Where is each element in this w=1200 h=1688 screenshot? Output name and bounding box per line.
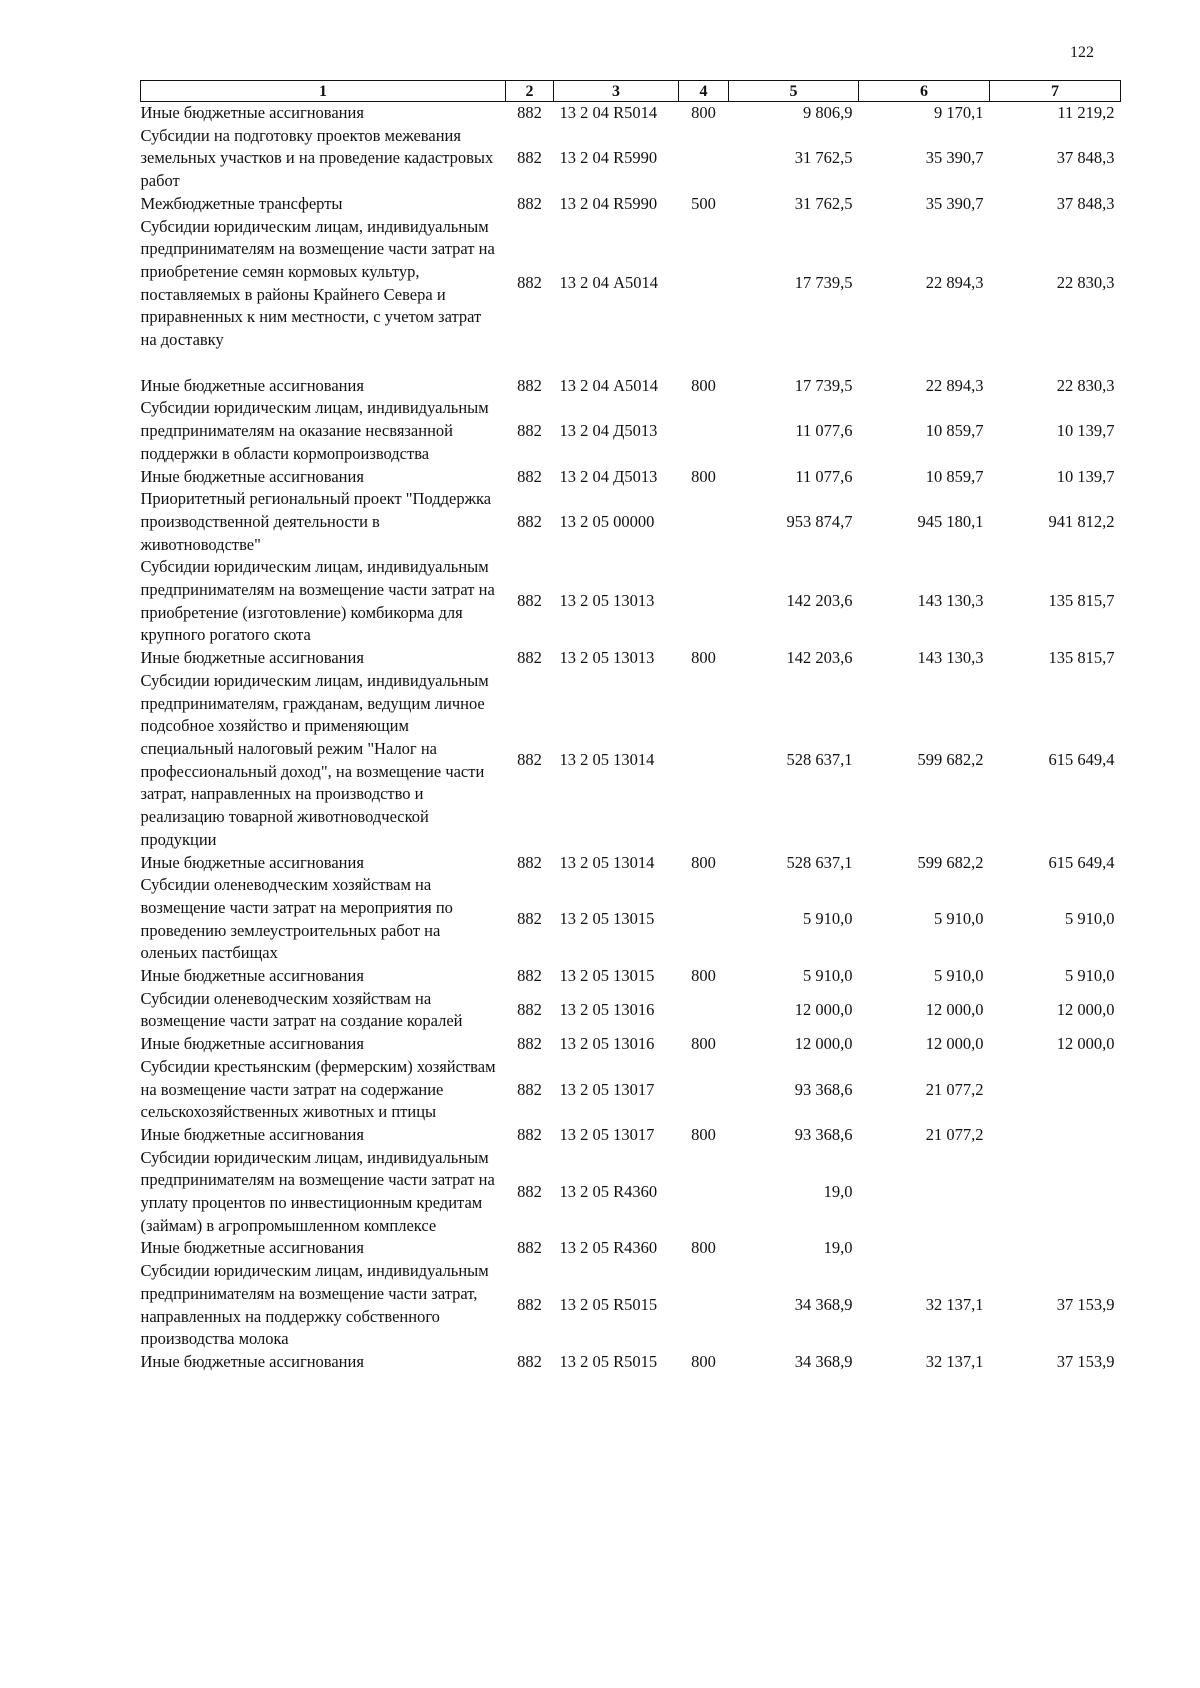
table-row [141,874,1121,965]
amount-col-5: 12 000,0 [794,1034,853,1054]
amount-col-6: 5 910,0 [934,909,984,929]
table-body [141,102,1121,1374]
header-col-1: 1 [141,81,506,102]
item-name: Иные бюджетные ассигнования [140,1238,364,1258]
item-name: Иные бюджетные ассигнования [140,1351,364,1371]
target-article-code: 13 2 05 R5015 [559,1351,658,1371]
table-row [141,852,1121,875]
admin-code: 882 [517,375,542,395]
table-row [141,488,1121,556]
expense-type-code [679,1056,729,1124]
header-col-5: 5 [729,81,859,102]
amount-col-5: 142 203,6 [786,648,853,668]
expense-type-code [679,556,729,647]
header-row [141,81,1121,102]
expense-type-code: 800 [691,852,716,872]
item-name: Межбюджетные трансферты [140,193,343,213]
header-col-7: 7 [990,81,1121,102]
table-row [141,193,1121,216]
amount-col-6: 143 130,3 [917,591,984,611]
admin-code: 882 [517,648,542,668]
header-col-3: 3 [554,81,679,102]
amount-col-7: 12 000,0 [1056,1000,1115,1020]
amount-col-7: 37 153,9 [1056,1295,1115,1315]
budget-table [140,80,1121,1374]
expense-type-code: 800 [691,375,716,395]
expense-type-code: 800 [691,966,716,986]
table-row [141,1351,1121,1374]
table-row [141,1260,1121,1351]
amount-col-6: 22 894,3 [925,273,984,293]
table-row [141,397,1121,465]
target-article-code: 13 2 05 13013 [559,648,655,668]
amount-col-5: 19,0 [823,1181,853,1201]
expense-type-code [679,216,729,375]
target-article-code: 13 2 04 Д5013 [559,421,658,441]
amount-col-7: 37 153,9 [1056,1351,1115,1371]
amount-col-5: 142 203,6 [786,591,853,611]
item-name: Субсидии юридическим лицам, индивидуальным предпринимателям на возмещение части затрат на уплату процентов по инвестиционным кредитам (займам) в агропромышленном комплексе [140,1147,495,1235]
amount-col-5: 93 368,6 [794,1079,853,1099]
item-name: Субсидии юридическим лицам, индивидуальным предпринимателям, гражданам, ведущим личное подсобное хозяйство и применяющим специальный налоговый режим "Налог на профессиональный доход", на возмещение части затрат, направленных на производство и реализацию товарной животноводческой продукции [140,670,489,849]
amount-col-6: 599 682,2 [917,750,984,770]
table-row [141,466,1121,489]
expense-type-code: 800 [691,648,716,668]
amount-col-6 [859,1237,990,1260]
amount-col-5: 34 368,9 [794,1351,853,1371]
item-name: Иные бюджетные ассигнования [140,852,364,872]
expense-type-code: 800 [691,103,716,122]
expense-type-code: 500 [691,193,716,213]
amount-col-7: 22 830,3 [1056,375,1115,395]
table-row [141,1033,1121,1056]
amount-col-7: 615 649,4 [1048,852,1115,872]
expense-type-code [679,670,729,852]
table-row [141,556,1121,647]
admin-code: 882 [517,511,542,531]
amount-col-6: 22 894,3 [925,375,984,395]
item-name: Субсидии юридическим лицам, индивидуальным предпринимателям на возмещение части затрат на приобретение семян кормовых культур, поставляемых в районы Крайнего Севера и приравненных к ним местности, с учетом затрат на доставку [140,216,495,350]
page-number: 122 [1070,44,1094,61]
amount-col-7: 10 139,7 [1056,421,1115,441]
target-article-code: 13 2 04 А5014 [559,375,659,395]
table-row [141,647,1121,670]
target-article-code: 13 2 05 00000 [559,511,655,531]
target-article-code: 13 2 05 13014 [559,852,655,872]
amount-col-7: 135 815,7 [1048,648,1115,668]
table-row [141,965,1121,988]
expense-type-code [679,397,729,465]
header-col-6: 6 [859,81,990,102]
admin-code: 882 [517,421,542,441]
expense-type-code: 800 [691,1034,716,1054]
amount-col-5: 5 910,0 [803,966,853,986]
target-article-code: 13 2 05 13013 [559,591,655,611]
item-name: Иные бюджетные ассигнования [140,466,364,486]
target-article-code: 13 2 04 А5014 [559,273,659,293]
admin-code: 882 [517,103,542,122]
admin-code: 882 [517,466,542,486]
amount-col-5: 9 806,9 [803,103,853,122]
header-col-4: 4 [679,81,729,102]
amount-col-5: 11 077,6 [795,421,853,441]
item-name: Иные бюджетные ассигнования [140,966,364,986]
expense-type-code [679,988,729,1033]
amount-col-7 [990,1147,1121,1238]
expense-type-code [679,1147,729,1238]
table-row [141,988,1121,1033]
target-article-code: 13 2 04 R5990 [559,193,658,213]
amount-col-6: 32 137,1 [925,1295,984,1315]
item-name: Субсидии на подготовку проектов межевания земельных участков и на проведение кадастровых работ [140,125,494,191]
admin-code: 882 [517,1000,542,1020]
target-article-code: 13 2 04 Д5013 [559,466,658,486]
table-row [141,1056,1121,1124]
amount-col-5: 31 762,5 [794,148,853,168]
admin-code: 882 [517,193,542,213]
admin-code: 882 [517,1351,542,1371]
target-article-code: 13 2 05 13015 [559,909,655,929]
target-article-code: 13 2 05 R4360 [559,1181,658,1201]
admin-code: 882 [517,852,542,872]
amount-col-6: 21 077,2 [925,1124,984,1144]
table-row [141,375,1121,398]
expense-type-code: 800 [691,1124,716,1144]
item-name: Субсидии юридическим лицам, индивидуальным предпринимателям на оказание несвязанной поддержки в области кормопроизводства [140,398,489,463]
target-article-code: 13 2 05 13017 [559,1124,655,1144]
admin-code: 882 [517,1034,542,1054]
amount-col-7: 135 815,7 [1048,591,1115,611]
table-row [141,216,1121,375]
amount-col-7: 5 910,0 [1065,966,1115,986]
target-article-code: 13 2 05 13017 [559,1079,655,1099]
item-name: Иные бюджетные ассигнования [140,648,364,668]
table-row [141,125,1121,193]
admin-code: 882 [517,1295,542,1315]
amount-col-5: 93 368,6 [794,1124,853,1144]
amount-col-7: 37 848,3 [1056,193,1115,213]
admin-code: 882 [517,1238,542,1258]
admin-code: 882 [517,148,542,168]
table-row [141,1147,1121,1238]
table-row [141,1124,1121,1147]
header-col-2: 2 [506,81,554,102]
item-name: Субсидии юридическим лицам, индивидуальным предпринимателям на возмещение части затрат, направленных на поддержку собственного производства молока [140,1261,489,1349]
amount-col-5: 12 000,0 [794,1000,853,1020]
expense-type-code: 800 [691,466,716,486]
amount-col-6: 35 390,7 [925,148,984,168]
amount-col-6: 5 910,0 [934,966,984,986]
table-row [141,1237,1121,1260]
item-name: Субсидии крестьянским (фермерским) хозяйствам на возмещение части затрат на содержание сельскохозяйственных животных и птицы [140,1056,496,1122]
item-name: Иные бюджетные ассигнования [140,103,364,122]
amount-col-6: 9 170,1 [934,103,984,122]
amount-col-7: 11 219,2 [1057,103,1115,122]
amount-col-7: 941 812,2 [1048,511,1115,531]
admin-code: 882 [517,591,542,611]
amount-col-5: 19,0 [823,1238,853,1258]
admin-code: 882 [517,966,542,986]
amount-col-6: 599 682,2 [917,852,984,872]
expense-type-code [679,125,729,193]
item-name: Субсидии оленеводческим хозяйствам на возмещение части затрат на создание коралей [140,988,463,1031]
amount-col-7: 10 139,7 [1056,466,1115,486]
amount-col-7 [990,1237,1121,1260]
expense-type-code: 800 [691,1238,716,1258]
amount-col-5: 17 739,5 [794,273,853,293]
target-article-code: 13 2 05 R5015 [559,1295,658,1315]
item-name: Приоритетный региональный проект "Поддержка производственной деятельности в животноводстве" [140,489,492,554]
item-name: Субсидии юридическим лицам, индивидуальным предпринимателям на возмещение части затрат на приобретение (изготовление) комбикорма для крупного рогатого скота [140,557,495,645]
amount-col-6: 12 000,0 [925,1034,984,1054]
amount-col-7: 37 848,3 [1056,148,1115,168]
target-article-code: 13 2 04 R5990 [559,148,658,168]
amount-col-5: 5 910,0 [803,909,853,929]
item-name: Иные бюджетные ассигнования [140,375,364,395]
amount-col-7 [990,1056,1121,1124]
amount-col-6: 945 180,1 [917,511,984,531]
expense-type-code [679,1260,729,1351]
item-name: Субсидии оленеводческим хозяйствам на возмещение части затрат на мероприятия по проведению землеустроительных работ на оленьих пастбищах [140,875,453,963]
target-article-code: 13 2 05 13016 [559,1034,655,1054]
amount-col-5: 17 739,5 [794,375,853,395]
expense-type-code [679,874,729,965]
amount-col-5: 11 077,6 [795,466,853,486]
amount-col-7: 5 910,0 [1065,909,1115,929]
target-article-code: 13 2 04 R5014 [559,103,658,122]
admin-code: 882 [517,909,542,929]
amount-col-6: 21 077,2 [925,1079,984,1099]
admin-code: 882 [517,273,542,293]
amount-col-6: 10 859,7 [925,466,984,486]
admin-code: 882 [517,1079,542,1099]
admin-code: 882 [517,1181,542,1201]
amount-col-6: 32 137,1 [925,1351,984,1371]
amount-col-6: 35 390,7 [925,193,984,213]
expense-type-code: 800 [691,1351,716,1371]
expense-type-code [679,488,729,556]
admin-code: 882 [517,750,542,770]
admin-code: 882 [517,1124,542,1144]
table-row [141,670,1121,852]
amount-col-5: 34 368,9 [794,1295,853,1315]
item-name: Иные бюджетные ассигнования [140,1124,364,1144]
amount-col-5: 31 762,5 [794,193,853,213]
target-article-code: 13 2 05 13016 [559,1000,655,1020]
target-article-code: 13 2 05 13014 [559,750,655,770]
amount-col-7: 22 830,3 [1056,273,1115,293]
amount-col-6: 10 859,7 [925,421,984,441]
amount-col-6 [859,1147,990,1238]
amount-col-6: 12 000,0 [925,1000,984,1020]
table-row [141,102,1121,125]
amount-col-5: 953 874,7 [786,511,853,531]
amount-col-5: 528 637,1 [786,852,853,872]
target-article-code: 13 2 05 13015 [559,966,655,986]
amount-col-7: 12 000,0 [1056,1034,1115,1054]
item-name: Иные бюджетные ассигнования [140,1034,364,1054]
target-article-code: 13 2 05 R4360 [559,1238,658,1258]
amount-col-7: 615 649,4 [1048,750,1115,770]
amount-col-5: 528 637,1 [786,750,853,770]
amount-col-6: 143 130,3 [917,648,984,668]
amount-col-7 [990,1124,1121,1147]
